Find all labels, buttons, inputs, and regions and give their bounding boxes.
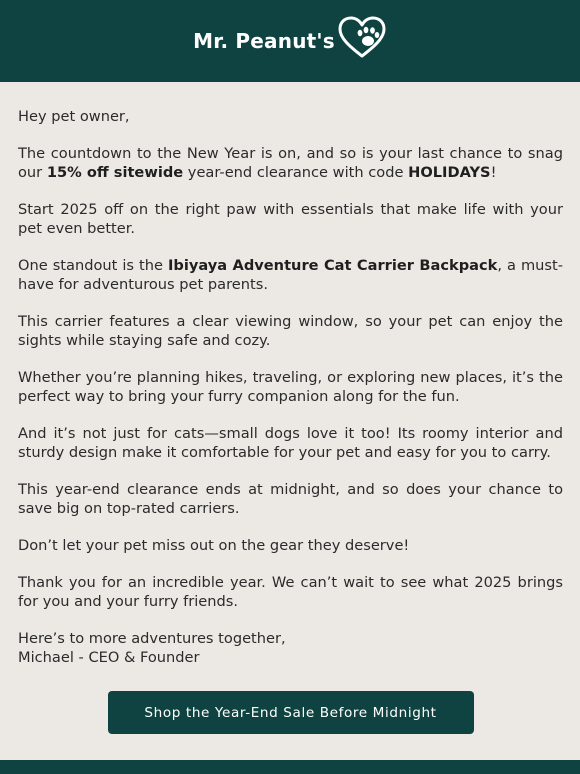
email-body — [0, 82, 580, 734]
intro-text-c: ! — [490, 164, 497, 181]
discount-highlight: 15% off sitewide — [46, 164, 184, 181]
brand-logo[interactable] — [193, 19, 387, 63]
product-paragraph — [18, 256, 563, 294]
product-name: Ibiyaya Adventure Cat Carrier Backpack — [167, 257, 498, 274]
paragraph-new-year: Start 2025 off on the right paw with essentials that make life with your pet even better. — [18, 201, 563, 237]
signoff — [18, 629, 563, 667]
signature: Michael - CEO & Founder — [18, 649, 200, 666]
paragraph-window: This carrier features a clear viewing window, so your pet can enjoy the sights while staying safe and cozy. — [18, 313, 563, 349]
shop-sale-button[interactable]: Shop the Year-End Sale Before Midnight — [108, 691, 474, 734]
paragraph-deadline: This year-end clearance ends at midnight, and so does your chance to save big on top-rated carriers. — [18, 481, 563, 517]
paragraph-travel: Whether you’re planning hikes, traveling, or exploring new places, it’s the perfect way to bring your furry companion along for the fun. — [18, 369, 563, 405]
intro-text-b: year-end clearance with code — [183, 164, 409, 181]
email-header — [0, 0, 580, 82]
cta-container — [18, 691, 563, 734]
intro-paragraph — [18, 144, 563, 182]
paragraph-thanks: Thank you for an incredible year. We can’t wait to see what 2025 brings for you and your furry friends. — [18, 574, 563, 610]
footer-bar — [0, 760, 580, 774]
heart-paw-icon — [337, 15, 387, 63]
promo-code: HOLIDAYS — [408, 164, 491, 181]
paragraph-dogs: And it’s not just for cats—small dogs love it too! Its roomy interior and sturdy design make it comfortable for your pet and easy for you to carry. — [18, 425, 563, 461]
greeting: Hey pet owner, — [18, 108, 130, 125]
product-text-a: One standout is the — [18, 257, 168, 274]
intro-text-a: The countdown to the New Year is on, and so is your last chance to snag our — [18, 145, 563, 181]
paragraph-gear: Don’t let your pet miss out on the gear they deserve! — [18, 537, 410, 554]
product-text-b: , a must-have for adventurous pet parents. — [18, 257, 564, 293]
brand-name: Mr. Peanut's — [193, 29, 335, 53]
signoff-line: Here’s to more adventures together, — [18, 630, 286, 647]
